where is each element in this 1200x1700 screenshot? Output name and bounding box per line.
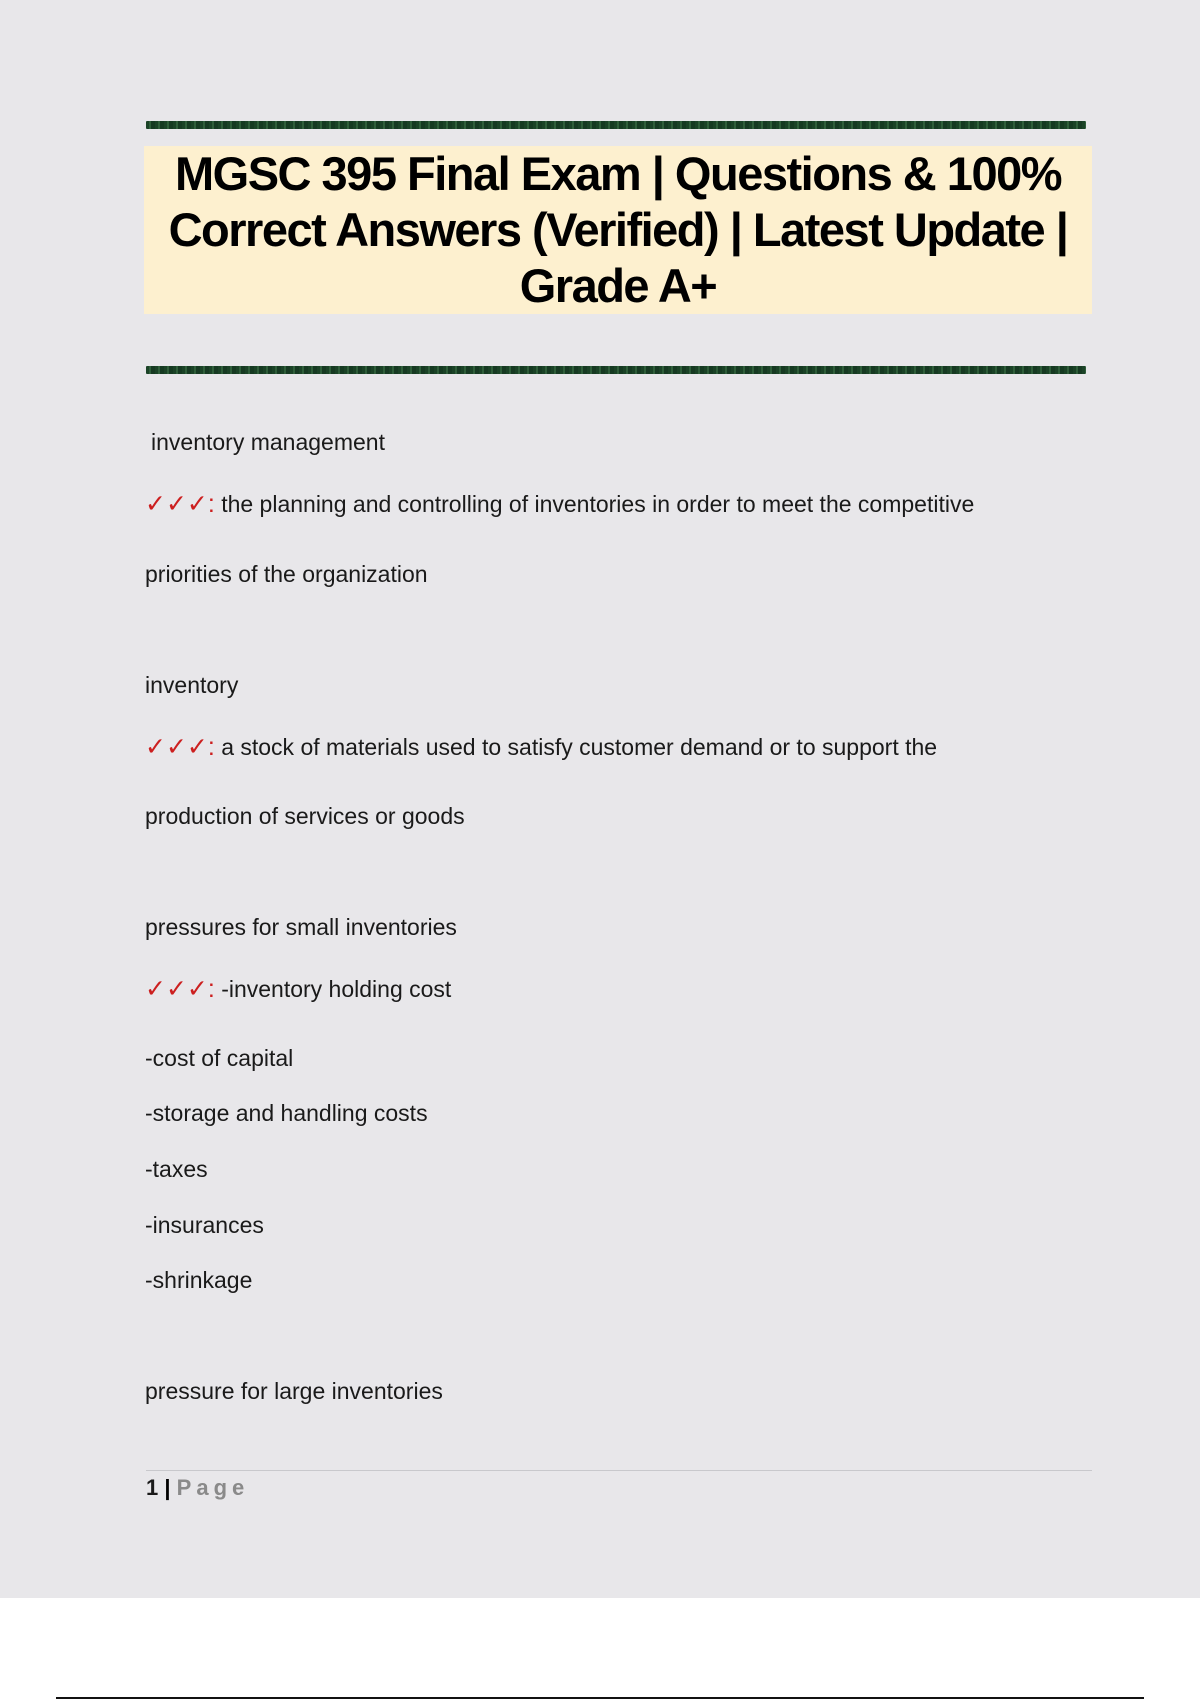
answer-continuation: production of services or goods — [145, 803, 465, 829]
question-term: inventory management — [151, 429, 385, 455]
answer-list-item: -taxes — [145, 1156, 208, 1182]
bottom-divider — [56, 1697, 1144, 1699]
answer-continuation: priorities of the organization — [145, 561, 428, 587]
question-term: pressures for small inventories — [145, 914, 457, 940]
answer-text: a stock of materials used to satisfy customer demand or to support the — [221, 734, 938, 760]
header-bottom-rule — [146, 366, 1086, 374]
answer-text: the planning and controlling of inventories in order to meet the competitive — [221, 491, 975, 517]
title-banner — [144, 146, 1092, 314]
checkmark-icon: ✓✓✓: — [145, 490, 215, 518]
page-number: 1 — [146, 1475, 159, 1500]
document-title: MGSC 395 Final Exam | Questions & 100% Correct Answers (Verified) | Latest Update | Grade A+ — [168, 147, 1068, 312]
answer-line — [145, 975, 451, 1003]
answer-text: -inventory holding cost — [221, 976, 452, 1002]
question-term: pressure for large inventories — [145, 1378, 443, 1404]
footer-divider — [146, 1470, 1092, 1471]
checkmark-icon: ✓✓✓: — [145, 733, 215, 761]
answer-line — [145, 733, 937, 761]
answer-list-item: -shrinkage — [145, 1267, 253, 1293]
header-top-rule — [146, 121, 1086, 129]
answer-list-item: -cost of capital — [145, 1045, 294, 1071]
question-term: inventory — [145, 672, 239, 698]
page-footer — [146, 1474, 249, 1502]
answer-list-item: -storage and handling costs — [145, 1100, 428, 1126]
answer-list-item: -insurances — [145, 1212, 264, 1238]
checkmark-icon: ✓✓✓: — [145, 975, 215, 1003]
page-label: Page — [176, 1475, 250, 1500]
answer-line — [145, 490, 974, 518]
footer-separator: | — [164, 1475, 171, 1500]
